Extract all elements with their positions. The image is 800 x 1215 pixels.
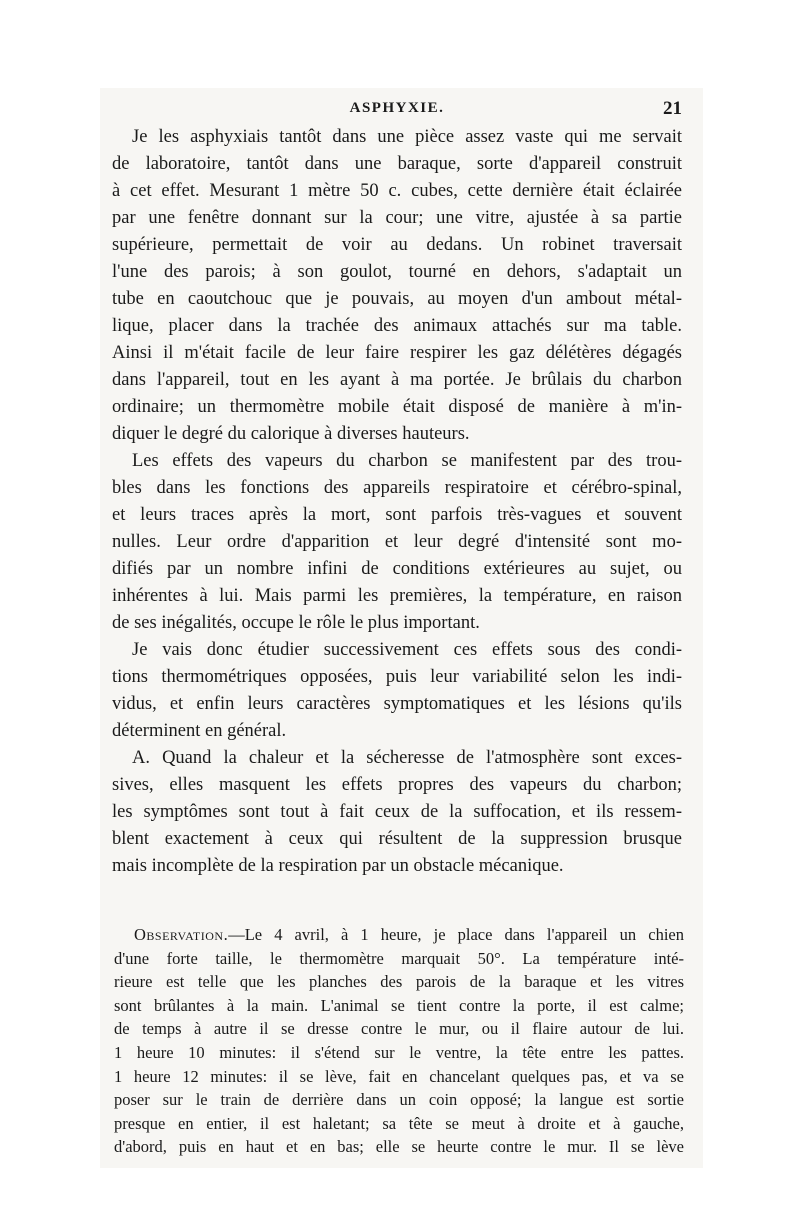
observation-line: rieure est telle que les planches des parois de la baraque et les vitres <box>114 972 684 992</box>
text-line: de ses inégalités, occupe le rôle le plus important. <box>112 613 480 633</box>
page-header <box>112 98 682 122</box>
text-line: Je vais donc étudier successivement ces effets sous des condi- <box>132 640 682 660</box>
text-line: bles dans les fonctions des appareils respiratoire et cérébro-spinal, <box>112 478 682 498</box>
observation-line: presque en entier, il est haletant; sa tête se meut à droite et à gauche, <box>114 1113 684 1133</box>
text-line: nulles. Leur ordre d'apparition et leur degré d'intensité sont mo- <box>112 532 682 552</box>
page-number: 21 <box>663 98 682 119</box>
text-line: dans l'appareil, tout en les ayant à ma portée. Je brûlais du charbon <box>112 370 682 390</box>
text-line: diquer le degré du calorique à diverses hauteurs. <box>112 424 470 444</box>
text-line: mais incomplète de la respiration par un obstacle mécanique. <box>112 856 564 876</box>
text-line: Ainsi il m'était facile de leur faire respirer les gaz délétères dégagés <box>112 343 682 363</box>
text-line: les symptômes sont tout à fait ceux de la suffocation, et ils ressem- <box>112 802 682 822</box>
text-line: ordinaire; un thermomètre mobile était disposé de manière à m'in- <box>112 397 682 417</box>
text-line: lique, placer dans la trachée des animaux attachés sur ma table. <box>112 316 682 336</box>
text-line: et leurs traces après la mort, sont parfois très-vagues et souvent <box>112 505 682 525</box>
running-head: ASPHYXIE. <box>349 100 445 116</box>
observation-text: —Le 4 avril, à 1 heure, je place dans l'appareil un chien <box>228 925 684 944</box>
observation-line: sont brûlantes à la main. L'animal se tient contre la porte, il est calme; <box>114 995 684 1015</box>
main-text <box>112 124 682 880</box>
text-line: tions thermométriques opposées, puis leur variabilité selon les indi- <box>112 667 682 687</box>
text-line: tube en caoutchouc que je pouvais, au moyen d'un ambout métal- <box>112 289 682 309</box>
observation-line <box>114 923 684 947</box>
text-line: Je les asphyxiais tantôt dans une pièce assez vaste qui me servait <box>132 127 682 147</box>
text-line: supérieure, permettait de voir au dedans. Un robinet traversait <box>112 235 682 255</box>
text-line: sives, elles masquent les effets propres des vapeurs du charbon; <box>112 775 682 795</box>
text-line: l'une des parois; à son goulot, tourné en dehors, s'adaptait un <box>112 262 682 282</box>
text-line: à cet effet. Mesurant 1 mètre 50 c. cubes, cette dernière était éclairée <box>112 181 682 201</box>
observation-line: 1 heure 12 minutes: il se lève, fait en chancelant quelques pas, et va se <box>114 1066 684 1086</box>
observation-line: poser sur le train de derrière dans un coin opposé; la langue est sortie <box>114 1090 684 1110</box>
observation-line: d'abord, puis en haut et en bas; elle se heurte contre le mur. Il se lève <box>114 1137 684 1157</box>
text-line: blent exactement à ceux qui résultent de la suppression brusque <box>112 829 682 849</box>
text-line: Les effets des vapeurs du charbon se manifestent par des trou- <box>132 451 682 471</box>
text-line: inhérentes à lui. Mais parmi les premières, la température, en raison <box>112 586 682 606</box>
text-line: par une fenêtre donnant sur la cour; une vitre, ajustée à sa partie <box>112 208 682 228</box>
text-line: A. Quand la chaleur et la sécheresse de l'atmosphère sont exces- <box>132 748 682 768</box>
text-line: vidus, et enfin leurs caractères symptomatiques et les lésions qu'ils <box>112 694 682 714</box>
text-line: déterminent en général. <box>112 721 287 741</box>
observation-label: Observation. <box>134 925 229 944</box>
observation-line: d'une forte taille, le thermomètre marquait 50°. La température inté- <box>114 948 684 968</box>
text-line: de laboratoire, tantôt dans une baraque, sorte d'appareil construit <box>112 154 682 174</box>
observation-line: de temps à autre il se dresse contre le mur, ou il flaire autour de lui. <box>114 1019 684 1039</box>
observation-block <box>114 923 684 1159</box>
text-line: difiés par un nombre infini de conditions extérieures au sujet, ou <box>112 559 682 579</box>
observation-line: 1 heure 10 minutes: il s'étend sur le ventre, la tête entre les pattes. <box>114 1042 684 1062</box>
